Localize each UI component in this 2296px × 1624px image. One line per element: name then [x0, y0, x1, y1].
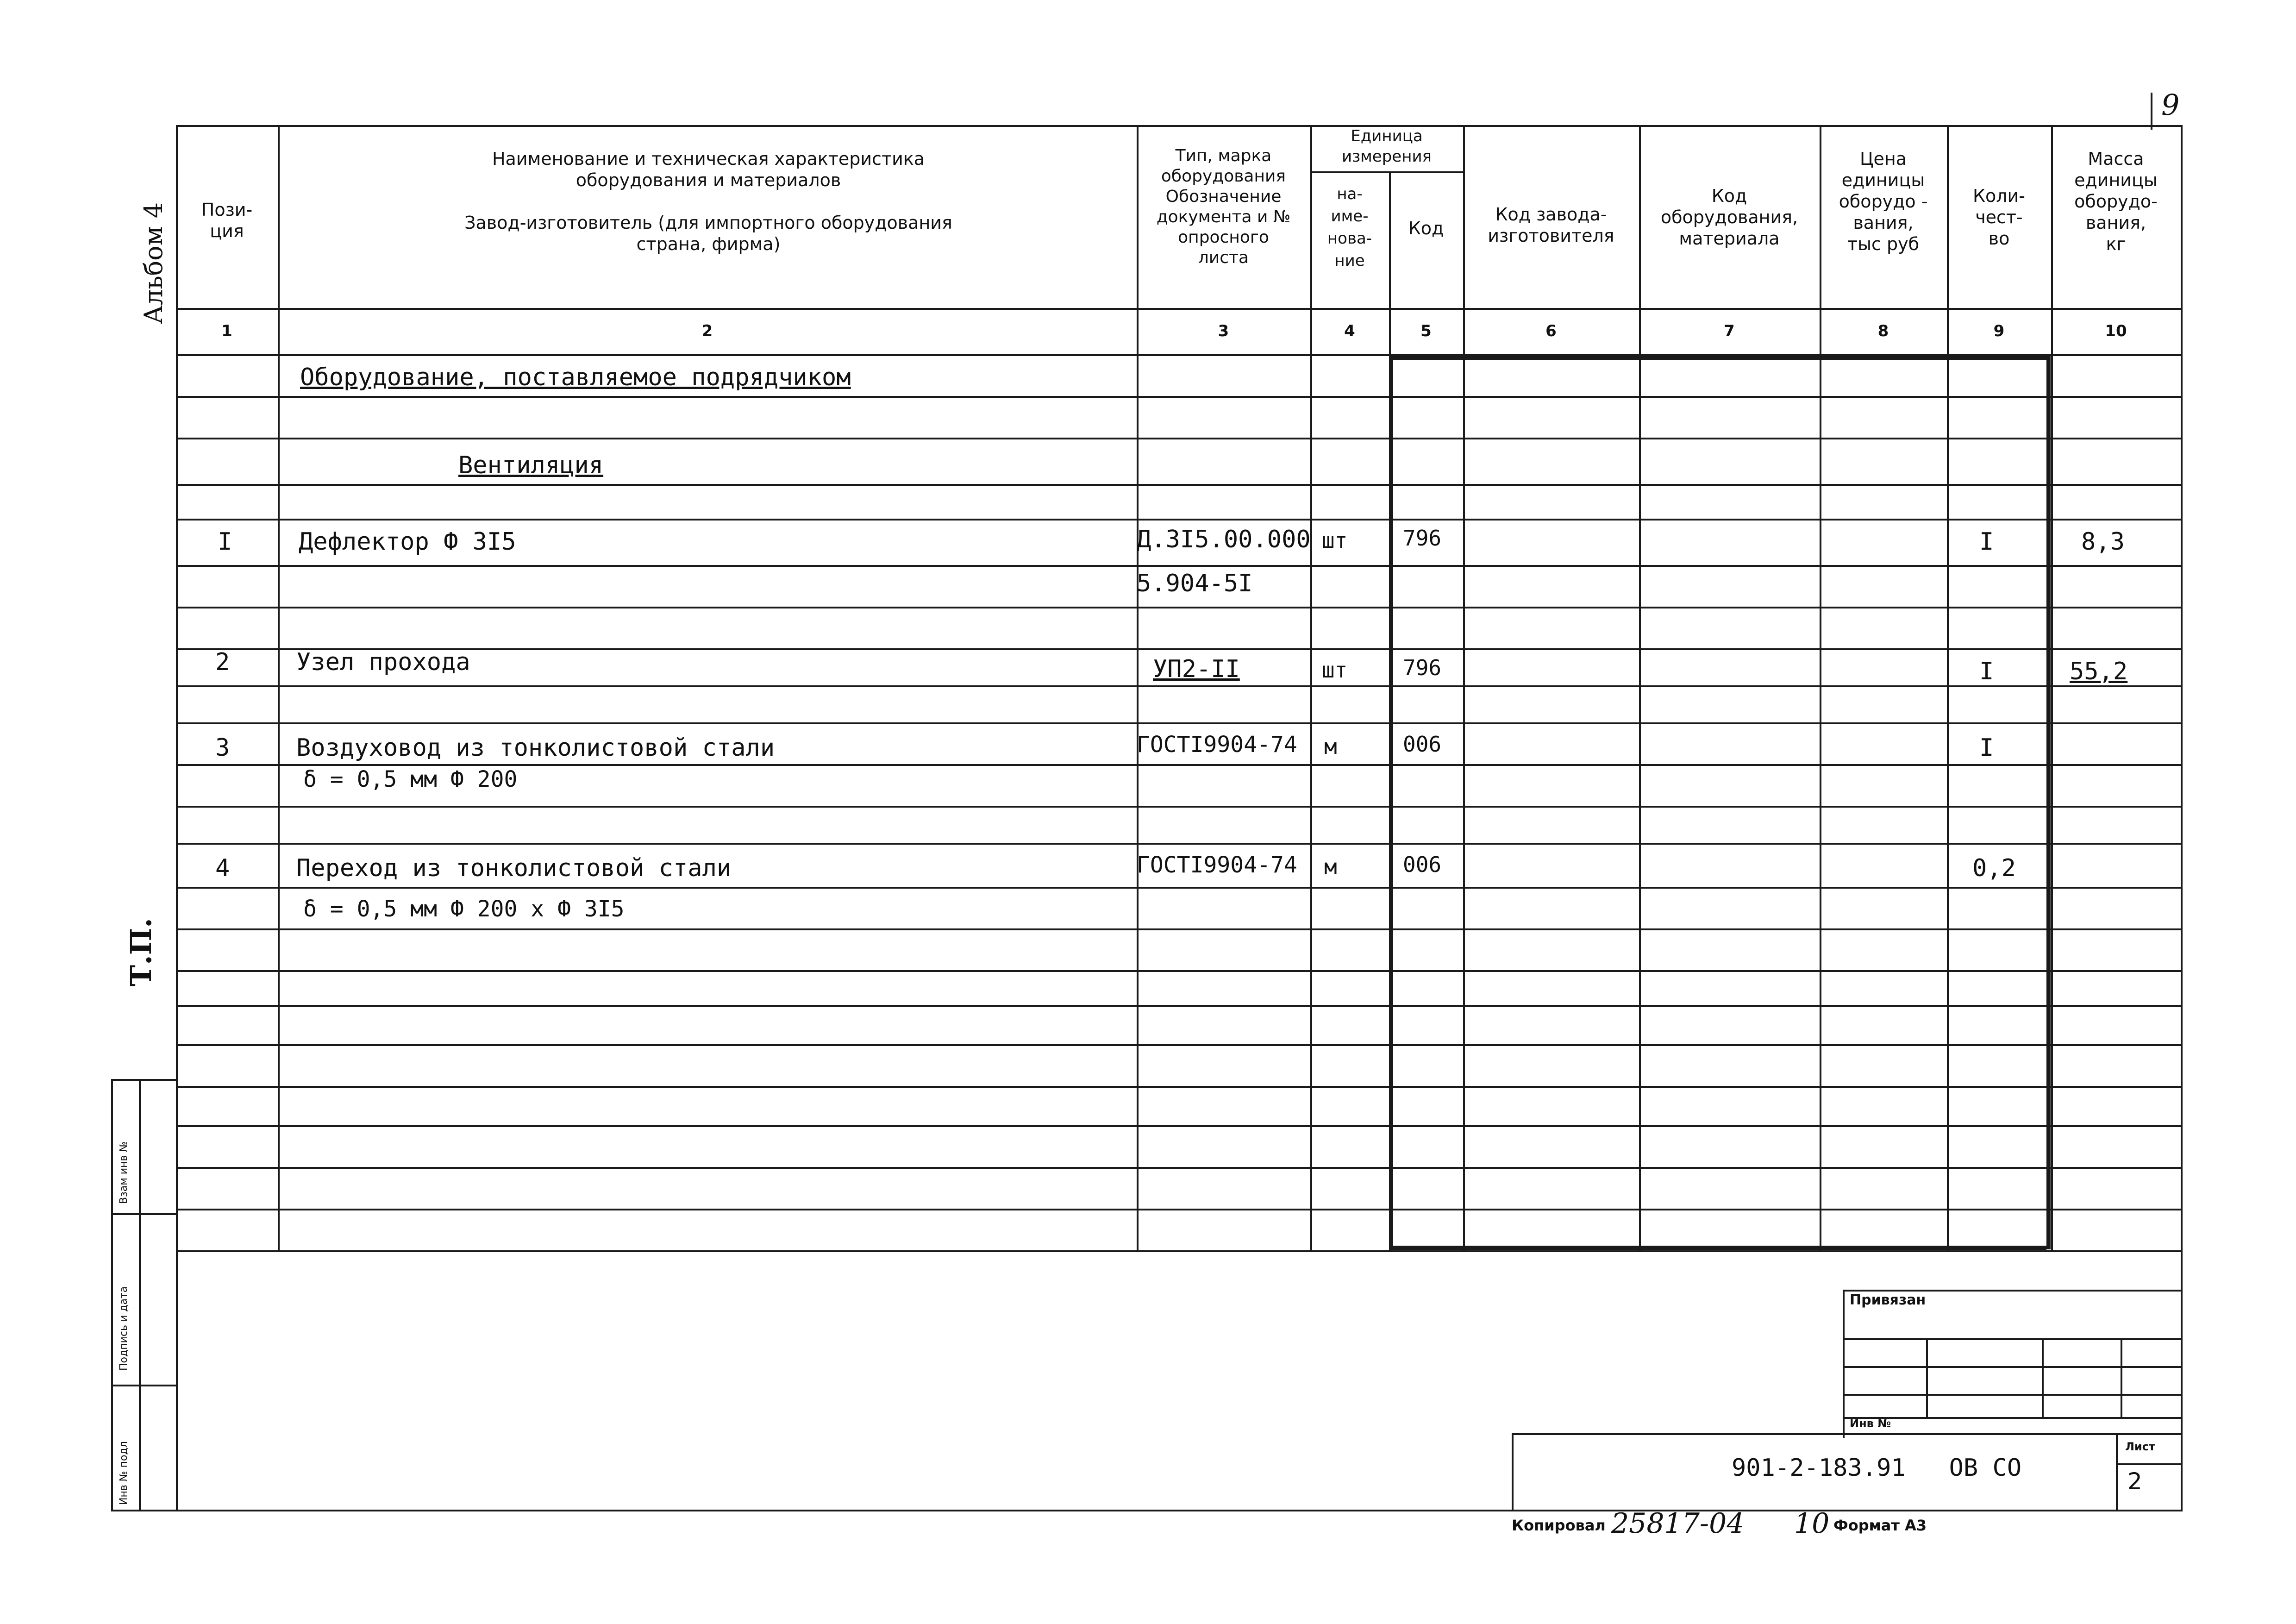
- stamp-strip-top: [111, 1079, 176, 1081]
- inv-label: Инв №: [1850, 1417, 1891, 1430]
- album-label: Альбом 4: [139, 202, 168, 324]
- col-line-7: [1820, 125, 1821, 1250]
- page-number: 9: [2161, 88, 2180, 122]
- item3-name2: δ = 0,5 мм Ф 200: [303, 766, 518, 792]
- footer-format: Формат А3: [1833, 1517, 1927, 1534]
- footer-number: 25817-04: [1611, 1507, 1745, 1540]
- privyazan-col3: [2121, 1338, 2122, 1417]
- table-row-line: [176, 887, 2181, 889]
- header-type: Тип, марка оборудования Обозначение документа и № опросного листа: [1156, 146, 1291, 267]
- stamp-label-inv: Инв № подл: [118, 1441, 130, 1505]
- header-position: Пози- ция: [201, 200, 253, 241]
- col-line-2: [1137, 125, 1139, 1250]
- table-row-line: [176, 1167, 2181, 1169]
- privyazan-row3: [1843, 1394, 2181, 1396]
- header-factory-code: Код завода- изготовителя: [1488, 204, 1614, 246]
- colnum-3: 3: [1218, 322, 1229, 340]
- privyazan-col1: [1926, 1338, 1928, 1417]
- item3-type: ГОСТI9904-74: [1137, 732, 1297, 758]
- footer-copied: Копировал: [1512, 1517, 1606, 1534]
- footer-num2: 10: [1794, 1507, 1830, 1540]
- stamp-label-sign: Подпись и дата: [118, 1286, 130, 1371]
- table-row-line: [176, 396, 2181, 398]
- item2-mass: 55,2: [2070, 658, 2128, 685]
- privyazan-top: [1843, 1290, 2181, 1292]
- unit-group-line: [1310, 171, 1463, 173]
- table-row-line: [176, 1086, 2181, 1088]
- colnum-2: 2: [701, 322, 713, 340]
- table-row-line: [176, 438, 2181, 439]
- stamp-strip-div1: [111, 1213, 176, 1215]
- table-row-line: [176, 843, 2181, 845]
- colnum-7: 7: [1724, 322, 1735, 340]
- item1-qty: I: [1979, 528, 1994, 556]
- stamp-strip-left: [111, 1079, 113, 1510]
- doc-box-left: [1512, 1433, 1514, 1510]
- item2-code: 796: [1403, 655, 1442, 680]
- privyazan-left: [1843, 1290, 1845, 1438]
- colnum-5: 5: [1420, 322, 1432, 340]
- frame-top: [176, 125, 2181, 127]
- frame-bottom: [111, 1510, 2183, 1511]
- item2-unit: шт: [1322, 658, 1348, 683]
- sheet-box-left: [2116, 1433, 2118, 1510]
- header-name: Наименование и техническая характеристика оборудования и материалов Завод-изготовитель (для импортного оборудования страна, фирма): [464, 149, 952, 254]
- section-title: Оборудование, поставляемое подрядчиком: [300, 364, 851, 391]
- table-row-line: [176, 648, 2181, 650]
- col-line-6: [1639, 125, 1641, 1250]
- header-bottom: [176, 308, 2181, 310]
- item4-type: ГОСТI9904-74: [1137, 852, 1297, 878]
- item4-name: Переход из тонколистовой стали: [296, 854, 732, 882]
- privyazan-label: Привязан: [1850, 1292, 1926, 1308]
- item1-code: 796: [1403, 526, 1442, 551]
- doc-box-top: [1512, 1433, 2181, 1435]
- header-price: Цена единицы оборудо - вания, тыс руб: [1839, 149, 1928, 254]
- table-row-line: [176, 806, 2181, 808]
- item2-qty: I: [1979, 658, 1994, 685]
- item3-code: 006: [1403, 732, 1442, 757]
- item1-mass: 8,3: [2081, 528, 2125, 556]
- page-number-mark: [2151, 93, 2152, 130]
- tp-label: Т.П.: [124, 918, 158, 986]
- table-row-line: [176, 484, 2181, 486]
- table-row-line: [176, 565, 2181, 567]
- privyazan-row4: [1843, 1417, 2181, 1419]
- item2-name: Узел прохода: [296, 648, 470, 676]
- col-line-1: [278, 125, 280, 1250]
- table-row-line: [176, 764, 2181, 766]
- header-unit-code: Код: [1408, 218, 1444, 238]
- item1-pos: I: [218, 528, 232, 556]
- subsection-title: Вентиляция: [458, 451, 604, 479]
- table-bottom: [176, 1250, 2181, 1252]
- item4-name2: δ = 0,5 мм Ф 200 х Ф 3I5: [303, 896, 625, 922]
- item4-qty: 0,2: [1972, 854, 2016, 882]
- item1-name: Дефлектор Ф 3I5: [299, 528, 516, 556]
- table-row-line: [176, 1005, 2181, 1007]
- table-row-line: [176, 1125, 2181, 1127]
- stamp-label-vzam: Взам инв №: [118, 1141, 130, 1204]
- thick-box-top: [1389, 356, 2046, 360]
- item4-unit: м: [1324, 854, 1337, 879]
- item4-pos: 4: [215, 854, 230, 882]
- doc-code: 901-2-183.91 ОВ СО: [1732, 1454, 2022, 1482]
- item2-type: УП2-II: [1153, 655, 1240, 683]
- table-row-line: [176, 1209, 2181, 1210]
- sheet-label: Лист: [2125, 1440, 2155, 1453]
- colnum-1: 1: [221, 322, 232, 340]
- thick-box-bottom: [1389, 1246, 2046, 1250]
- header-unit-group: Единица измерения: [1341, 127, 1432, 166]
- table-row-line: [176, 519, 2181, 520]
- table-row-line: [176, 1044, 2181, 1046]
- item1-type2: 5.904-5I: [1137, 570, 1253, 597]
- privyazan-row2: [1843, 1366, 2181, 1368]
- col-line-3: [1310, 125, 1312, 1250]
- header-unit-name: на- име- нова- ние: [1327, 185, 1372, 270]
- colnum-4: 4: [1344, 322, 1355, 340]
- col-line-5: [1463, 125, 1465, 1250]
- sheet-box-mid: [2116, 1463, 2181, 1465]
- table-row-line: [176, 928, 2181, 930]
- item3-name: Воздуховод из тонколистовой стали: [296, 734, 775, 762]
- thick-box-right: [2046, 356, 2051, 1249]
- item3-qty: I: [1979, 734, 1994, 762]
- header-material-code: Код оборудования, материала: [1660, 186, 1798, 249]
- stamp-strip-inner: [139, 1079, 141, 1510]
- colnum-10: 10: [2105, 322, 2127, 340]
- item3-pos: 3: [215, 734, 230, 762]
- frame-right: [2181, 125, 2183, 1510]
- privyazan-col2: [2042, 1338, 2044, 1417]
- table-row-line: [176, 607, 2181, 608]
- item1-unit: шт: [1322, 528, 1348, 553]
- item2-pos: 2: [215, 648, 230, 676]
- colnum-8: 8: [1877, 322, 1889, 340]
- stamp-strip-div2: [111, 1385, 176, 1386]
- table-row-line: [176, 722, 2181, 724]
- table-row-line: [176, 970, 2181, 972]
- col-line-8: [1947, 125, 1949, 1250]
- privyazan-row1: [1843, 1338, 2181, 1340]
- header-mass: Масса единицы оборудо- вания, кг: [2074, 149, 2158, 254]
- table-row-line: [176, 685, 2181, 687]
- item4-code: 006: [1403, 852, 1442, 877]
- thick-box-left: [1389, 356, 1393, 1249]
- colnum-6: 6: [1545, 322, 1557, 340]
- item1-type: Д.3I5.00.000: [1137, 526, 1311, 553]
- header-quantity: Коли- чест- во: [1973, 186, 2025, 249]
- item3-unit: м: [1324, 734, 1337, 759]
- col-line-9: [2051, 125, 2053, 1250]
- colnum-9: 9: [1993, 322, 2005, 340]
- sheet-number: 2: [2127, 1468, 2142, 1495]
